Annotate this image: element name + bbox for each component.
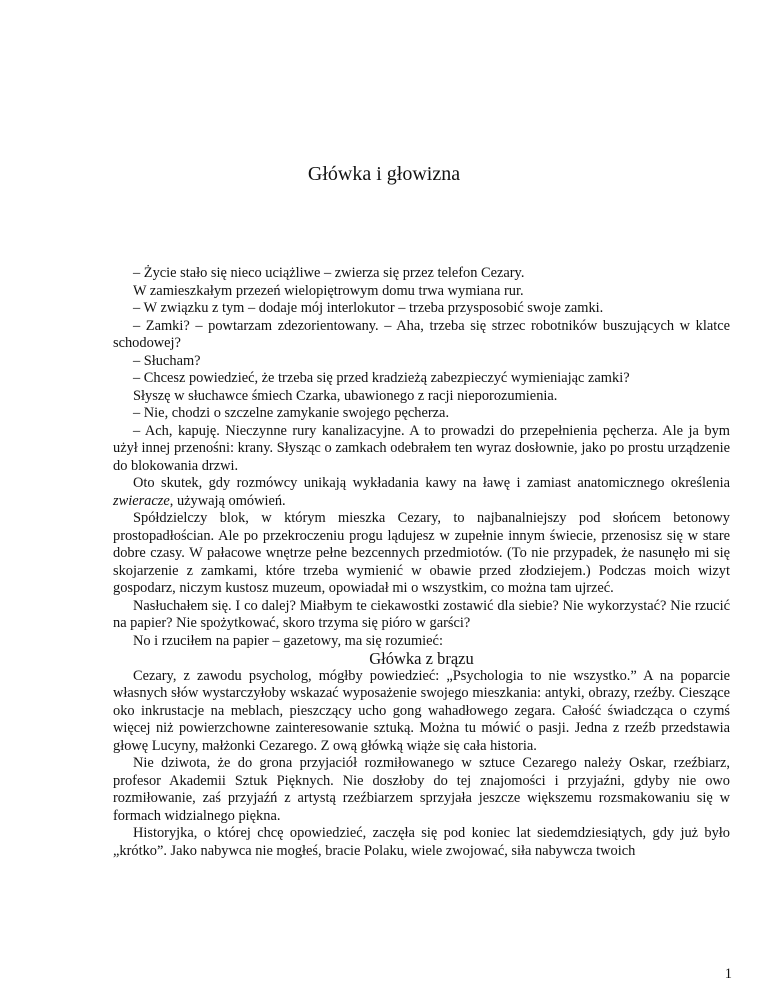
paragraph: – W związku z tym – dodaje mój interlokutor – trzeba przysposobić swoje zamki. xyxy=(133,300,604,316)
document-body xyxy=(113,265,730,860)
page-number: 1 xyxy=(724,966,732,982)
paragraph: Nie dziwota, że do grona przyjaciół rozmiłowanego w sztuce Cezarego należy Oskar, rzeźbiarz, profesor Akademii Sztuk Pięknych. Nie doszłoby do tej znajomości i przyjaźni, gdyby nie owo rozmiłowanie, zaś przyjaźń z artystą rzeźbiarzem sprzyjała jeszcze większemu rozsmakowaniu się w formach widzialnego piękna. xyxy=(113,755,730,824)
paragraph: – Zamki? – powtarzam zdezorientowany. – Aha, trzeba się strzec robotników buszujących w klatce schodowej? xyxy=(113,317,730,351)
paragraph: Nasłuchałem się. I co dalej? Miałbym te ciekawostki zostawić dla siebie? Nie wykorzystać? Nie rzucić na papier? Nie spożytkować, skoro trzyma się pióro w garści? xyxy=(113,597,730,631)
paragraph: – Ach, kapuję. Nieczynne rury kanalizacyjne. A to prowadzi do przepełnienia pęcherza. Ale ja bym użył innej przenośni: krany. Słysząc o zamkach odebrałem ten wyraz dosłownie, jako po prostu urządzenie do blokowania drzwi. xyxy=(113,422,730,474)
paragraph: W zamieszkałym przezeń wielopiętrowym domu trwa wymiana rur. xyxy=(133,282,524,299)
paragraph: Spółdzielczy blok, w którym mieszka Cezary, to najbanalniejszy pod słońcem betonowy prostopadłościan. Ale po przekroczeniu progu lądujesz w zupełnie innym świecie, przenosisz się w stare dobre czasy. W pałacowe wnętrze pełne bezcennych przedmiotów. (To nie przypadek, że nasunęło mi się skojarzenie z zamkami, które trzeba wymienić w obawie przed złodziejem.) Podczas moich wizyt gospodarz, niczym kustosz muzeum, opowiadał mi o wszystkim, co można tam ujrzeć. xyxy=(113,510,730,596)
paragraph: – Słucham? xyxy=(133,352,201,369)
paragraph: – Nie, chodzi o szczelne zamykanie swojego pęcherza. xyxy=(133,405,450,421)
paragraph: – Życie stało się nieco uciążliwe – zwierza się przez telefon Cezary. xyxy=(133,265,525,281)
paragraph: Historyjka, o której chcę opowiedzieć, zaczęła się pod koniec lat siedemdziesiątych, gdy już było „krótko”. Jako nabywca nie mogłeś, bracie Polaku, wiele zwojować, siła nabywcza twoich xyxy=(113,825,730,859)
paragraph-zwieracze xyxy=(113,475,730,510)
paragraph: – Chcesz powiedzieć, że trzeba się przed kradzieżą zabezpieczyć wymieniając zamki? xyxy=(133,370,630,386)
paragraph: Cezary, z zawodu psycholog, mógłby powiedzieć: „Psychologia to nie wszystko.” A na poparcie własnych słów wystarczyłoby wskazać wyposażenie swojego mieszkania: antyki, obrazy, rzeźby. Cieszące oko inkrustacje na meblach, pieszczący ucho gong wahadłowego zegara. Całość świadcząca o czymś więcej niż powierzchowne zainteresowanie sztuką. Można tu mówić o pasji. Jedna z rzeźb przedstawia głowę Lucyny, małżonki Cezarego. Z ową główką wiąże się cała historia. xyxy=(113,667,730,754)
paragraph: Słyszę w słuchawce śmiech Czarka, ubawionego z racji nieporozumienia. xyxy=(133,387,558,404)
section-heading: Główka z brązu xyxy=(369,649,474,668)
document-title: Główka i głowizna xyxy=(307,163,461,185)
text-span: Oto skutek, gdy rozmówcy unikają wykładania kawy na ławę i zamiast anatomicznego określenia xyxy=(133,475,730,491)
italic-term: zwieracze xyxy=(113,492,170,509)
text-span: , używają omówień. xyxy=(169,492,286,509)
paragraph: No i rzuciłem na papier – gazetowy, ma się rozumieć: xyxy=(133,632,443,649)
